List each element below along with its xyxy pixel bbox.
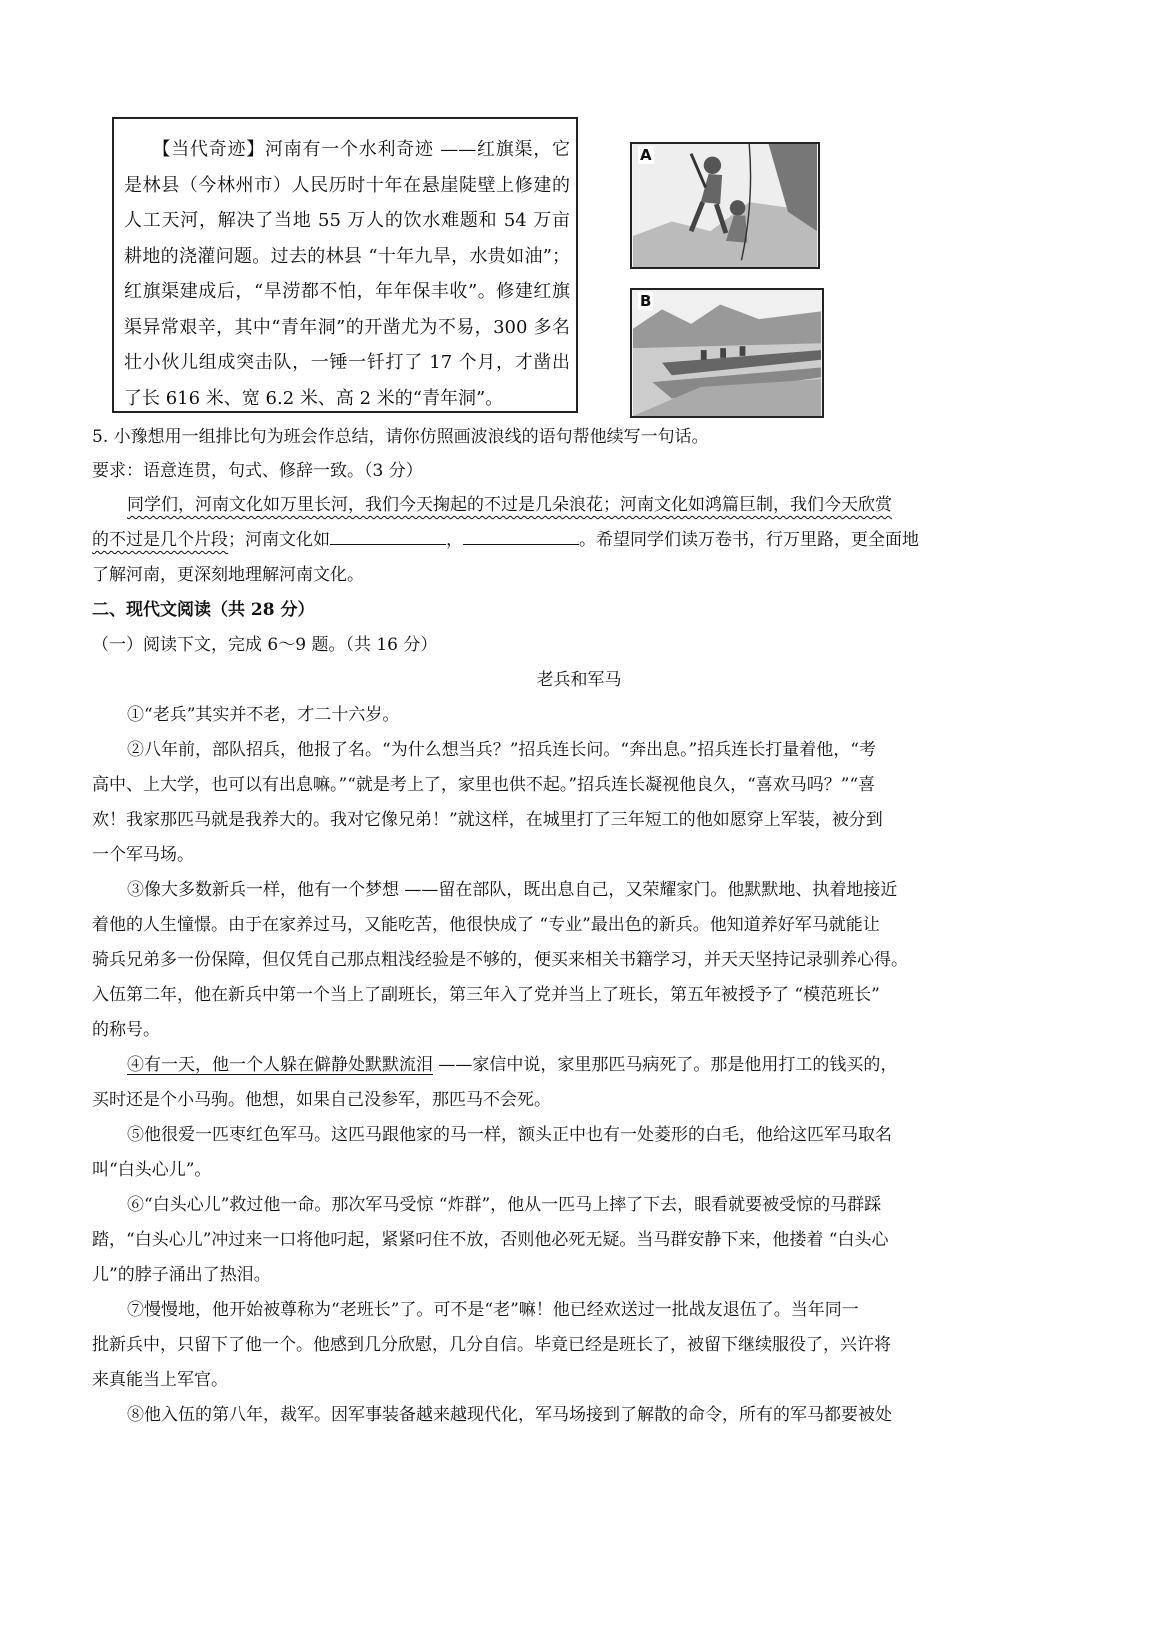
paragraph-3-line-3: 骑兵兄弟多一份保障，但仅凭自己那点粗浅经验是不够的，便买来相关书籍学习，并天天坚持记录驯养心得。	[92, 950, 908, 970]
illustration-a	[630, 142, 820, 269]
paragraph-5-line-1: ⑤他很爱一匹枣红色军马。这匹马跟他家的马一样，额头正中也有一处菱形的白毛，他给这匹军马取名	[127, 1125, 892, 1145]
paragraph-1: ①“老兵”其实并不老，才二十六岁。	[127, 705, 400, 725]
sub-heading: （一）阅读下文，完成 6～9 题。（共 16 分）	[92, 635, 438, 655]
answer-blank-2[interactable]	[463, 528, 579, 545]
image-a-label: A	[640, 146, 652, 164]
q5-stem: 5. 小豫想用一组排比句为班会作总结，请你仿照画波浪线的语句帮他续写一句话。	[92, 427, 709, 447]
paragraph-2-line-2: 高中、上大学，也可以有出息嘛。”“就是考上了，家里也供不起。”招兵连长凝视他良久，“喜欢马吗？”“喜	[92, 775, 876, 795]
paragraph-8-line-1: ⑧他入伍的第八年，裁军。因军事装备越来越现代化，军马场接到了解散的命令，所有的军马都要被处	[127, 1405, 892, 1425]
paragraph-3-line-1: ③像大多数新兵一样，他有一个梦想 ——留在部队，既出息自己，又荣耀家门。他默默地、执着地接近	[127, 880, 898, 900]
wavy-sentence-part2: 的不过是几个片段	[92, 530, 228, 550]
paragraph-4-line-2: 买时还是个小马驹。他想，如果自己没参军，那匹马不会死。	[92, 1090, 551, 1110]
paragraph-3-line-2: 着他的人生憧憬。由于在家养过马，又能吃苦，他很快成了 “专业”最出色的新兵。他知道养好军马就能让	[92, 915, 880, 935]
paragraph-7-line-3: 来真能当上军官。	[92, 1370, 228, 1390]
paragraph-7-line-2: 批新兵中，只留下了他一个。他感到几分欣慰，几分自信。毕竟已经是班长了，被留下继续服役了，兴许将	[92, 1335, 891, 1355]
paragraph-6-line-2: 踏，“白头心儿”冲过来一口将他叼起，紧紧叼住不放，否则他必死无疑。当马群安静下来，他搂着 “白头心	[92, 1230, 889, 1250]
paragraph-6-line-1: ⑥“白头心儿”救过他一命。那次军马受惊 “炸群”，他从一匹马上摔了下去，眼看就要被受惊的马群踩	[127, 1195, 882, 1215]
answer-blank-1[interactable]	[330, 528, 446, 545]
canal-landscape-illustration	[632, 290, 822, 416]
underlined-sentence: ④有一天，他一个人躲在僻静处默默流泪	[127, 1055, 433, 1075]
paragraph-2-line-4: 一个军马场。	[92, 845, 194, 865]
paragraph-2-line-1: ②八年前，部队招兵，他报了名。“为什么想当兵？”招兵连长问。“奔出息。”招兵连长打量着他，“考	[127, 740, 876, 760]
paragraph-4-rest: ——家信中说，家里那匹马病死了。那是他用打工的钱买的，	[433, 1055, 898, 1075]
workers-on-cliff-illustration	[632, 144, 818, 267]
paragraph-7-line-1: ⑦慢慢地，他开始被尊称为“老班长”了。可不是“老”嘛！他已经欢送过一批战友退伍了。当年同一	[127, 1300, 859, 1320]
q5-last-line: 了解河南，更深刻地理解河南文化。	[92, 565, 364, 585]
q5-wavy-line-1	[127, 490, 892, 515]
paragraph-4-line-1	[127, 1050, 897, 1075]
paragraph-3-line-5: 的称号。	[92, 1020, 160, 1040]
article-title: 老兵和军马	[536, 670, 622, 690]
q5-requirement: 要求：语意连贯，句式、修辞一致。（3 分）	[92, 461, 423, 481]
section-heading: 二、现代文阅读（共 28 分）	[92, 600, 315, 620]
q5-comma: ，	[446, 530, 463, 550]
wavy-sentence-part1: 同学们，河南文化如万里长河，我们今天掬起的不过是几朵浪花；河南文化如鸿篇巨制，我们今天欣赏	[127, 495, 892, 515]
image-b-label: B	[640, 292, 652, 310]
paragraph-5-line-2: 叫“白头心儿”。	[92, 1160, 212, 1180]
q5-ending: 。希望同学们读万卷书，行万里路，更全面地	[579, 530, 919, 550]
q5-after-wavy: ；河南文化如	[228, 530, 330, 550]
passage-text: 【当代奇迹】河南有一个水利奇迹 ——红旗渠，它是林县（今林州市）人民历时十年在悬崖陡壁上修建的人工天河，解决了当地 55 万人的饮水难题和 54 万亩耕地的浇灌问题。过去的林县 “十年九旱，水贵如油”；红旗渠建成后，“旱涝都不怕，年年保丰收”。修建红旗渠异常艰辛，其中“青年洞”的开凿尤为不易，300 多名壮小伙儿组成突击队，一锤一钎打了 17 个月，才凿出了长 616 米、宽 6.2 米、高 2 米的“青年洞”。	[124, 139, 570, 409]
q5-answer-line	[92, 525, 919, 550]
paragraph-6-line-3: 儿”的脖子涌出了热泪。	[92, 1265, 271, 1285]
paragraph-2-line-3: 欢！我家那匹马就是我养大的。我对它像兄弟！”就这样，在城里打了三年短工的他如愿穿上军装，被分到	[92, 810, 883, 830]
paragraph-3-line-4: 入伍第二年，他在新兵中第一个当上了副班长，第三年入了党并当上了班长，第五年被授予了 “模范班长”	[92, 985, 880, 1005]
illustration-b	[630, 288, 824, 418]
